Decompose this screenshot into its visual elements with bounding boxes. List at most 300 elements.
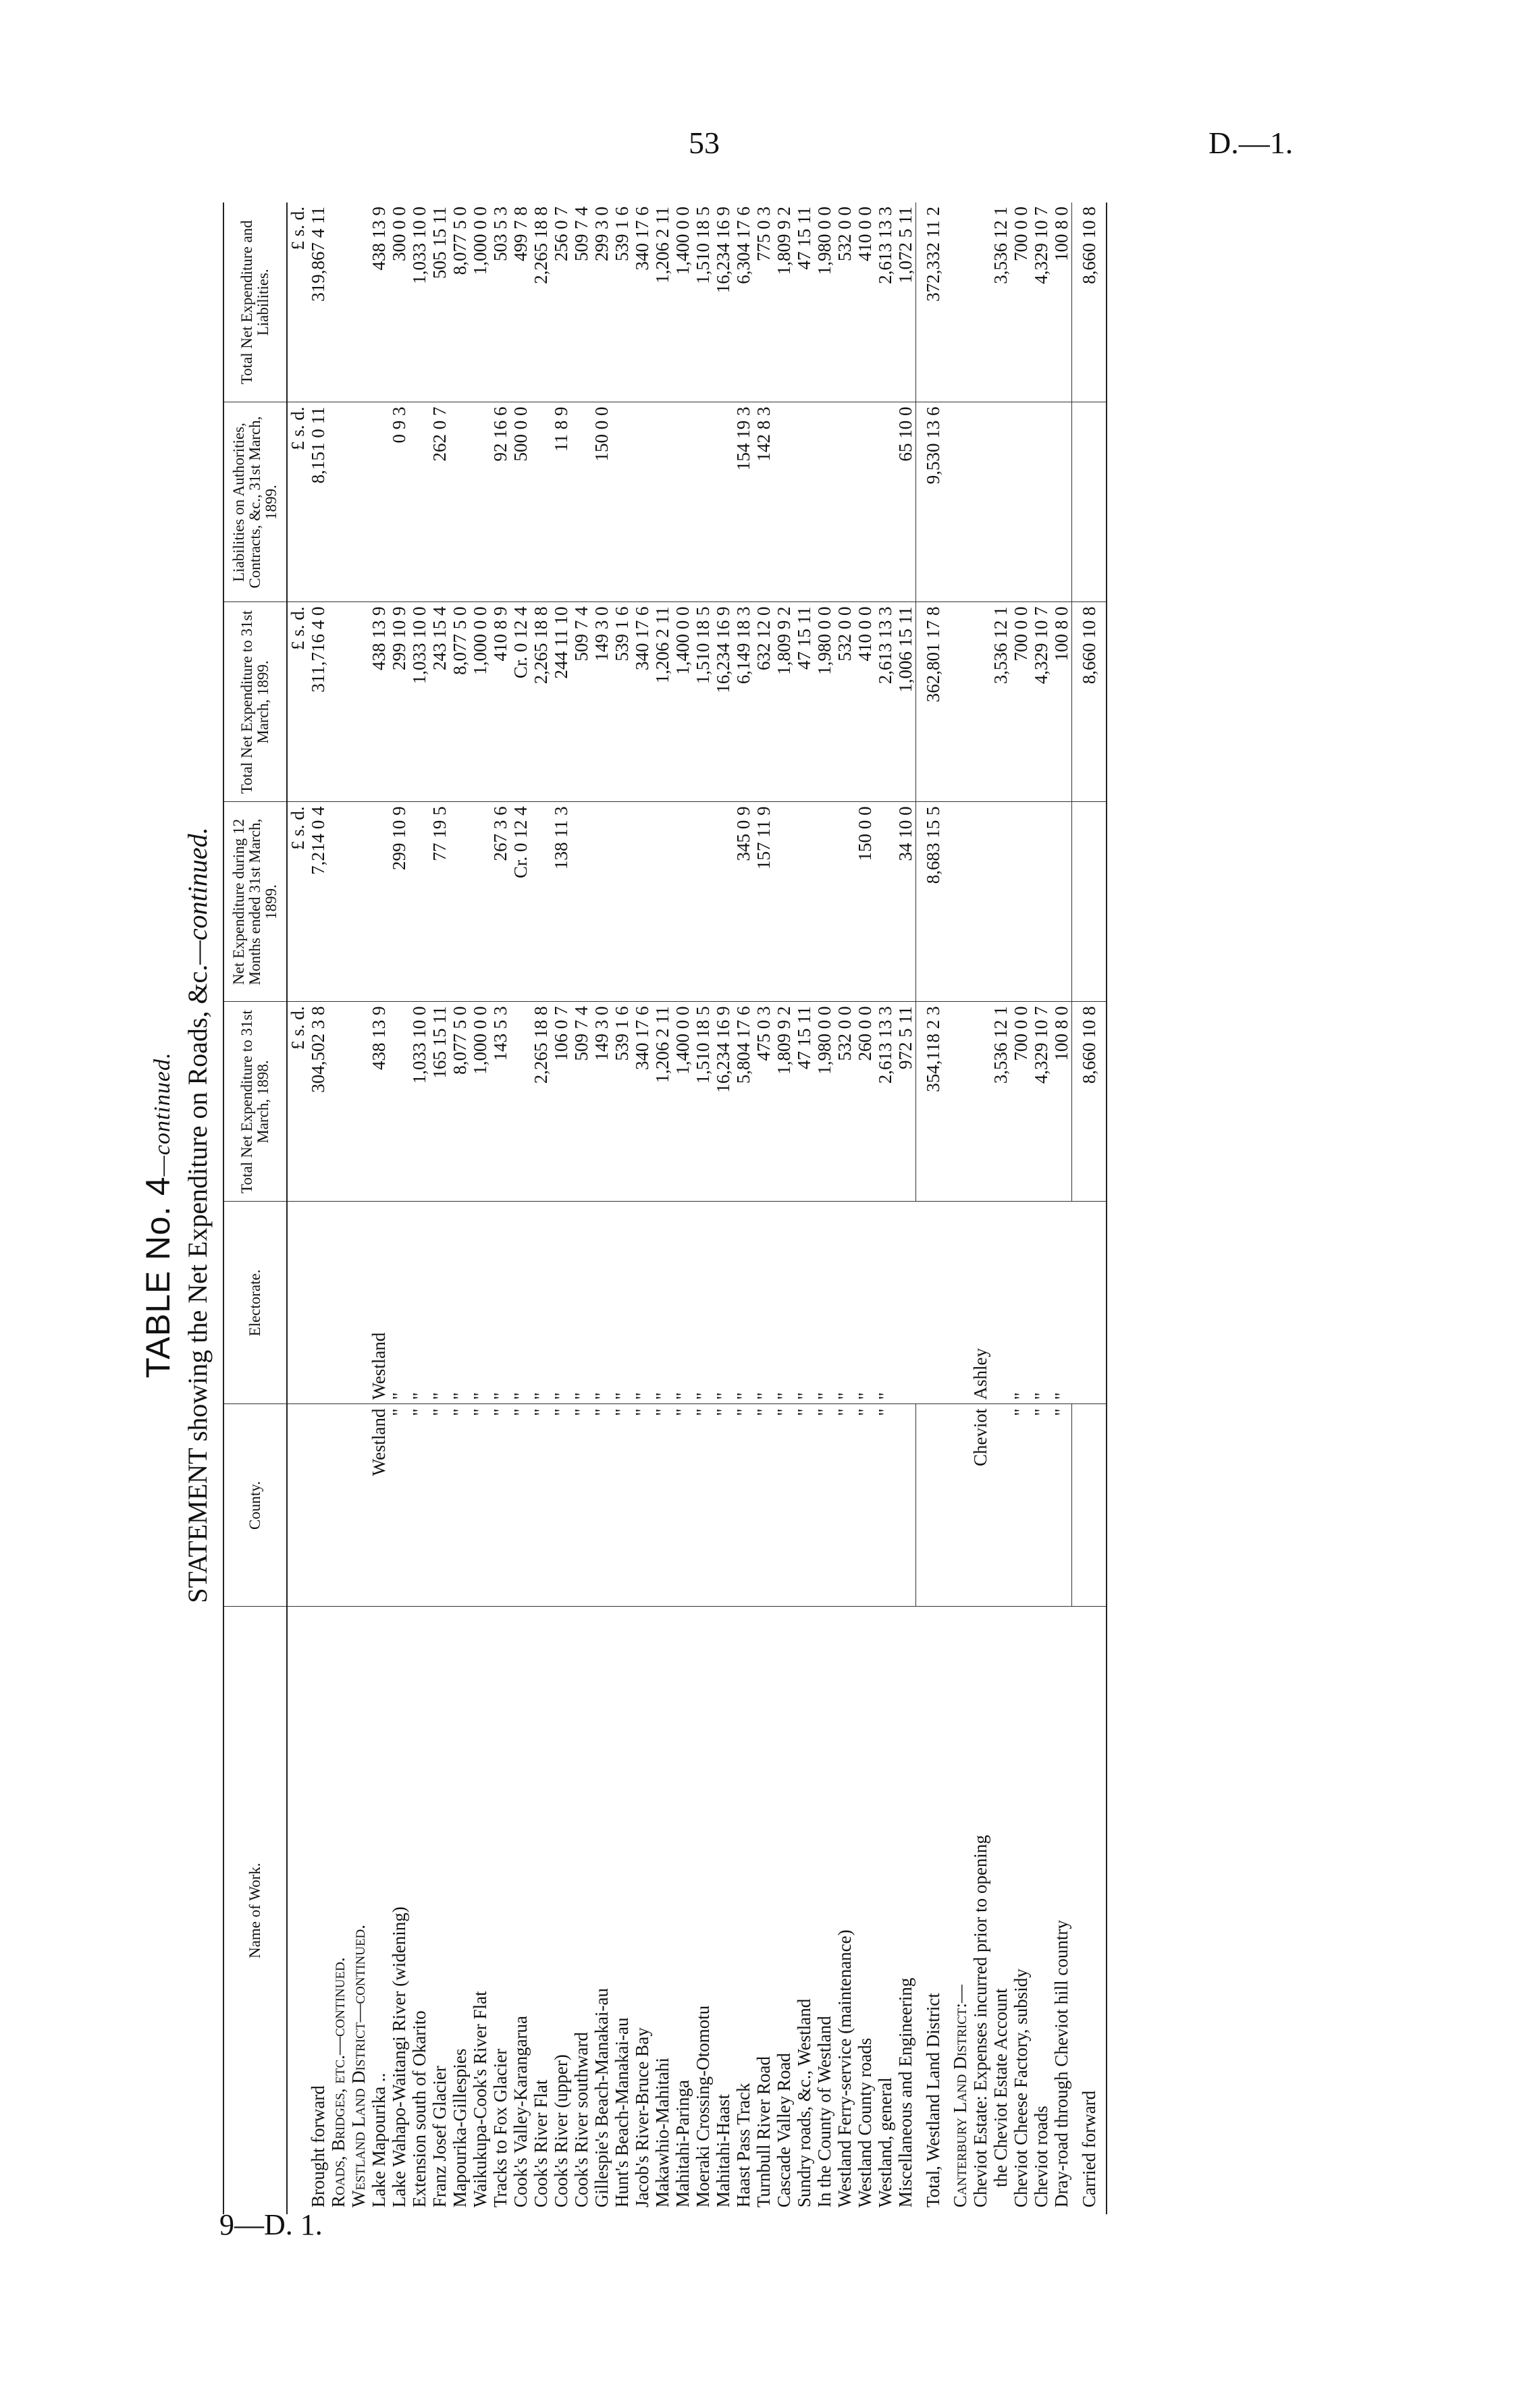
cell-c5: 1,400 0 0: [672, 203, 693, 402]
cell-c1: 165 15 11: [429, 1002, 450, 1202]
cell-c2: [1072, 802, 1107, 1002]
cell-county: ": [834, 1404, 855, 1607]
table-row: [470, 203, 490, 2214]
cell-name: Canterbury Land District:—: [950, 1984, 970, 2208]
cell-c1: 1,809 9 2: [774, 1002, 794, 1202]
cell-name: In the County of Westland: [814, 2016, 834, 2208]
cell-c3: 244 11 10: [551, 602, 571, 802]
cell-c4: 9,530 13 6: [916, 402, 951, 602]
cell-c4: 154 19 3: [733, 402, 753, 602]
cell-county: ": [753, 1404, 774, 1607]
table-row: [429, 203, 450, 2214]
cell-electorate: ": [814, 1202, 834, 1404]
cell-c1: [328, 1002, 348, 1202]
cell-c2: 157 11 9: [753, 802, 774, 1002]
table-row: [369, 203, 389, 2214]
cell-electorate: ": [774, 1202, 794, 1404]
cell-electorate: [328, 1202, 348, 1404]
cell-c4: [774, 402, 794, 602]
cell-county: ": [450, 1404, 470, 1607]
cell-name: Roads, Bridges, etc.—continued.: [328, 1957, 348, 2208]
cell-c1: 1,206 2 11: [652, 1002, 672, 1202]
table-row: [612, 203, 632, 2214]
table-row: [328, 203, 348, 2214]
cell-c4: [328, 402, 348, 602]
cell-c2: [348, 802, 369, 1002]
cell-c4: [450, 402, 470, 602]
cell-name: Tracks to Fox Glacier: [490, 2048, 510, 2208]
header-name: Name of Work.: [223, 1607, 287, 2214]
cell-electorate: ": [652, 1202, 672, 1404]
table-row: [916, 203, 951, 2214]
cell-c5: 4,329 10 7: [1031, 203, 1051, 402]
cell-c5: 1,206 2 11: [652, 203, 672, 402]
cell-county: [348, 1404, 369, 1607]
cell-electorate: ": [1031, 1202, 1051, 1404]
cell-c3: 1,206 2 11: [652, 602, 672, 802]
cell-county: ": [389, 1404, 409, 1607]
table-row: [693, 203, 713, 2214]
cell-c2: [591, 802, 612, 1002]
cell-c3: 362,801 17 8: [916, 602, 951, 802]
cell-c4: [571, 402, 591, 602]
table-row: [875, 203, 895, 2214]
table-row: [855, 203, 875, 2214]
cell-c5: 1,072 5 11: [895, 203, 916, 402]
cell-county: ": [1011, 1404, 1031, 1607]
table-row: [348, 203, 369, 2214]
cell-c2: 34 10 0: [895, 802, 916, 1002]
cell-county: ": [551, 1404, 571, 1607]
cell-electorate: [950, 1202, 970, 1404]
table-row: [794, 203, 814, 2214]
table-row: [450, 203, 470, 2214]
table-title-suffix: —continued.: [150, 1052, 175, 1177]
cell-c3: 243 15 4: [429, 602, 450, 802]
cell-c1: 509 7 4: [571, 1002, 591, 1202]
header-c3: Total Net Expenditure to 31st March, 1899.: [223, 602, 287, 802]
cell-name: Mahitahi-Paringa: [672, 2080, 693, 2208]
table-row: [814, 203, 834, 2214]
cell-c5: 505 15 11: [429, 203, 450, 402]
cell-c4: [814, 402, 834, 602]
cell-c1: [389, 1002, 409, 1202]
cell-name: Cook's River southward: [571, 2032, 591, 2208]
cell-c2: Cr. 0 12 4: [510, 802, 531, 1002]
cell-county: [990, 1404, 1011, 1607]
cell-county: ": [429, 1404, 450, 1607]
cell-c5: 1,510 18 5: [693, 203, 713, 402]
cell-c1: [510, 1002, 531, 1202]
page-number: 53: [689, 126, 720, 160]
cell-c4: [1051, 402, 1072, 602]
header-county: County.: [223, 1404, 287, 1607]
cell-c2: [713, 802, 733, 1002]
unit-c3: £ s. d.: [287, 602, 308, 802]
cell-c1: 143 5 3: [490, 1002, 510, 1202]
cell-name: Miscellaneous and Engineering: [895, 1977, 915, 2208]
cell-c2: [1011, 802, 1031, 1002]
cell-electorate: ": [429, 1202, 450, 1404]
cell-county: ": [814, 1404, 834, 1607]
cell-c3: 1,980 0 0: [814, 602, 834, 802]
cell-electorate: ": [510, 1202, 531, 1404]
table-row: [490, 203, 510, 2214]
cell-name: Franz Josef Glacier: [429, 2066, 450, 2208]
cell-county: ": [490, 1404, 510, 1607]
cell-c5: 299 3 0: [591, 203, 612, 402]
table-body: [287, 203, 1107, 2214]
table-row: [308, 203, 328, 2214]
cell-c5: 8,660 10 8: [1072, 203, 1107, 402]
cell-name: Lake Mapourika ..: [369, 2072, 389, 2208]
cell-c5: 340 17 6: [632, 203, 652, 402]
cell-electorate: ": [713, 1202, 733, 1404]
cell-c3: 700 0 0: [1011, 602, 1031, 802]
cell-c1: 100 8 0: [1051, 1002, 1072, 1202]
cell-c2: [875, 802, 895, 1002]
cell-electorate: ": [409, 1202, 429, 1404]
table-row: [409, 203, 429, 2214]
cell-c2: [450, 802, 470, 1002]
cell-c5: 3,536 12 1: [990, 203, 1011, 402]
cell-c4: 8,151 0 11: [308, 402, 328, 602]
cell-electorate: Ashley: [970, 1202, 990, 1404]
table-row: [591, 203, 612, 2214]
cell-name: Total, Westland Land District: [922, 1993, 943, 2208]
cell-county: ": [875, 1404, 895, 1607]
rotated-table-frame: [138, 203, 1286, 2228]
table-row: [389, 203, 409, 2214]
cell-electorate: ": [672, 1202, 693, 1404]
cell-c4: [348, 402, 369, 602]
cell-c4: 65 10 0: [895, 402, 916, 602]
cell-c1: 1,510 18 5: [693, 1002, 713, 1202]
table-title-main: TABLE No. 4: [139, 1176, 177, 1379]
cell-c4: [409, 402, 429, 602]
cell-electorate: ": [571, 1202, 591, 1404]
cell-c4: [1011, 402, 1031, 602]
cell-electorate: Westland: [369, 1202, 389, 1404]
cell-c1: [348, 1002, 369, 1202]
cell-c3: 100 8 0: [1051, 602, 1072, 802]
cell-c5: 509 7 4: [571, 203, 591, 402]
cell-county: ": [409, 1404, 429, 1607]
cell-c2: [834, 802, 855, 1002]
table-row: [571, 203, 591, 2214]
table-row: [1051, 203, 1072, 2214]
cell-c2: [531, 802, 551, 1002]
cell-c1: 1,000 0 0: [470, 1002, 490, 1202]
cell-name: Sundry roads, &c., Westland: [794, 1998, 814, 2208]
cell-c3: 509 7 4: [571, 602, 591, 802]
cell-c2: [369, 802, 389, 1002]
cell-c5: 2,613 13 3: [875, 203, 895, 402]
table-row: [531, 203, 551, 2214]
cell-county: ": [1031, 1404, 1051, 1607]
cell-c3: Cr. 0 12 4: [510, 602, 531, 802]
cell-c3: 1,510 18 5: [693, 602, 713, 802]
table-row: [510, 203, 531, 2214]
cell-c1: 438 13 9: [369, 1002, 389, 1202]
cell-county: ": [632, 1404, 652, 1607]
cell-c4: [855, 402, 875, 602]
cell-c2: [814, 802, 834, 1002]
cell-name: the Cheviot Estate Account: [990, 1988, 1011, 2187]
cell-c3: 2,613 13 3: [875, 602, 895, 802]
cell-c4: 500 0 0: [510, 402, 531, 602]
cell-c4: 150 0 0: [591, 402, 612, 602]
cell-electorate: [308, 1202, 328, 1404]
cell-c1: 700 0 0: [1011, 1002, 1031, 1202]
cell-c1: 5,804 17 6: [733, 1002, 753, 1202]
cell-c5: 410 0 0: [855, 203, 875, 402]
cell-c3: 16,234 16 9: [713, 602, 733, 802]
table-row: [774, 203, 794, 2214]
table-subtitle-main: STATEMENT showing the Net Expenditure on Roads, &c.: [182, 964, 213, 1603]
cell-c4: 92 16 6: [490, 402, 510, 602]
cell-name: Gillespie's Beach-Manakai-au: [591, 1988, 612, 2208]
cell-county: ": [652, 1404, 672, 1607]
cell-electorate: ": [551, 1202, 571, 1404]
cell-c4: [713, 402, 733, 602]
cell-c5: 319,867 4 11: [308, 203, 328, 402]
cell-name: Mahitahi-Haast: [713, 2094, 733, 2208]
table-row: [1011, 203, 1031, 2214]
cell-c4: [875, 402, 895, 602]
cell-county: ": [855, 1404, 875, 1607]
expenditure-table: [223, 203, 1107, 2214]
cell-electorate: [1072, 1202, 1107, 1404]
cell-county: ": [470, 1404, 490, 1607]
title-block: [138, 203, 219, 2228]
cell-c4: [834, 402, 855, 602]
cell-name: Westland Ferry-service (maintenance): [834, 1929, 855, 2208]
cell-c5: 256 0 7: [551, 203, 571, 402]
cell-c2: [1051, 802, 1072, 1002]
header-c4: Liabilities on Authorities, Contracts, &c., 31st March, 1899.: [223, 402, 287, 602]
cell-c5: 532 0 0: [834, 203, 855, 402]
cell-electorate: [895, 1202, 916, 1404]
cell-c2: [672, 802, 693, 1002]
cell-name: Jacob's River-Bruce Bay: [632, 2027, 652, 2208]
cell-c1: 539 1 6: [612, 1002, 632, 1202]
cell-electorate: [990, 1202, 1011, 1404]
cell-name: Cheviot Cheese Factory, subsidy: [1011, 1969, 1031, 2208]
cell-c1: 1,033 10 0: [409, 1002, 429, 1202]
cell-c2: [950, 802, 970, 1002]
cell-c2: 150 0 0: [855, 802, 875, 1002]
cell-c5: 539 1 6: [612, 203, 632, 402]
table-row: [551, 203, 571, 2214]
table-row: [632, 203, 652, 2214]
header-c1: Total Net Expenditure to 31st March, 1898.: [223, 1002, 287, 1202]
cell-electorate: [348, 1202, 369, 1404]
cell-county: Cheviot: [970, 1404, 990, 1607]
cell-electorate: ": [591, 1202, 612, 1404]
cell-name: Westland County roads: [855, 2037, 875, 2208]
cell-county: [1072, 1404, 1107, 1607]
header-c5: Total Net Expenditure and Liabilities.: [223, 203, 287, 402]
cell-c1: 2,265 18 8: [531, 1002, 551, 1202]
cell-name: Turnbull River Road: [753, 2056, 774, 2208]
cell-electorate: ": [834, 1202, 855, 1404]
cell-c1: 260 0 0: [855, 1002, 875, 1202]
cell-c3: 299 10 9: [389, 602, 409, 802]
cell-name: Cook's River Flat: [531, 2079, 551, 2208]
table-subtitle: [182, 203, 213, 2228]
cell-county: ": [693, 1404, 713, 1607]
cell-c2: [970, 802, 990, 1002]
table-row: [1072, 203, 1107, 2214]
cell-name: Cascade Valley Road: [774, 2053, 794, 2208]
cell-c4: [531, 402, 551, 602]
cell-county: [328, 1404, 348, 1607]
cell-c1: 3,536 12 1: [990, 1002, 1011, 1202]
cell-c5: 1,809 9 2: [774, 203, 794, 402]
cell-c4: [652, 402, 672, 602]
table-row: [753, 203, 774, 2214]
cell-c1: 16,234 16 9: [713, 1002, 733, 1202]
cell-c1: 475 0 3: [753, 1002, 774, 1202]
cell-electorate: ": [470, 1202, 490, 1404]
table-row: [970, 203, 990, 2214]
cell-c5: 1,000 0 0: [470, 203, 490, 402]
cell-county: ": [713, 1404, 733, 1607]
cell-name: Cheviot Estate: Expenses incurred prior to opening: [970, 1835, 990, 2208]
cell-c3: 8,660 10 8: [1072, 602, 1107, 802]
cell-c4: [794, 402, 814, 602]
cell-name: Makawhio-Mahitahi: [652, 2058, 672, 2208]
cell-county: ": [531, 1404, 551, 1607]
cell-c3: 632 12 0: [753, 602, 774, 802]
cell-c4: [612, 402, 632, 602]
cell-c3: 340 17 6: [632, 602, 652, 802]
cell-electorate: ": [612, 1202, 632, 1404]
cell-c2: [774, 802, 794, 1002]
cell-c3: [950, 602, 970, 802]
cell-c5: 775 0 3: [753, 203, 774, 402]
table-title: [138, 203, 178, 2228]
cell-c4: [470, 402, 490, 602]
cell-c1: 304,502 3 8: [308, 1002, 328, 1202]
cell-electorate: ": [490, 1202, 510, 1404]
cell-c5: 6,304 17 6: [733, 203, 753, 402]
cell-name: Hunt's Beach-Manakai-au: [612, 2017, 632, 2208]
cell-electorate: [916, 1202, 951, 1404]
cell-name: Waikukupa-Cook's River Flat: [470, 1991, 490, 2208]
cell-c5: 47 15 11: [794, 203, 814, 402]
table-row: [834, 203, 855, 2214]
cell-name: Moeraki Crossing-Otomotu: [693, 2005, 713, 2208]
cell-name: Lake Wahapo-Waitangi River (widening): [389, 1906, 409, 2208]
cell-c4: [1072, 402, 1107, 602]
cell-c2: 345 0 9: [733, 802, 753, 1002]
document-reference: D.—1.: [1208, 126, 1294, 160]
table-row: [713, 203, 733, 2214]
cell-c1: 1,980 0 0: [814, 1002, 834, 1202]
table-row: [990, 203, 1011, 2214]
unit-c1: £ s. d.: [287, 1002, 308, 1202]
cell-c5: [328, 203, 348, 402]
cell-name: Dray-road through Cheviot hill country: [1051, 1920, 1071, 2208]
cell-c2: 77 19 5: [429, 802, 450, 1002]
cell-c4: [990, 402, 1011, 602]
cell-c1: 354,118 2 3: [916, 1002, 951, 1202]
cell-c5: 2,265 18 8: [531, 203, 551, 402]
cell-c1: 532 0 0: [834, 1002, 855, 1202]
unit-c4: £ s. d.: [287, 402, 308, 602]
cell-electorate: ": [1011, 1202, 1031, 1404]
cell-name: Cook's Valley-Karangarua: [510, 2015, 531, 2208]
cell-county: ": [612, 1404, 632, 1607]
cell-c4: [950, 402, 970, 602]
table-row: [1031, 203, 1051, 2214]
cell-c4: [970, 402, 990, 602]
cell-c3: 539 1 6: [612, 602, 632, 802]
cell-c3: 6,149 18 3: [733, 602, 753, 802]
cell-c2: [652, 802, 672, 1002]
cell-c3: 3,536 12 1: [990, 602, 1011, 802]
unit-c5: £ s. d.: [287, 203, 308, 402]
cell-name: Extension south of Okarito: [409, 2010, 429, 2208]
cell-electorate: ": [1051, 1202, 1072, 1404]
cell-c2: [612, 802, 632, 1002]
cell-c2: [990, 802, 1011, 1002]
cell-c5: 700 0 0: [1011, 203, 1031, 402]
cell-c3: 4,329 10 7: [1031, 602, 1051, 802]
cell-c1: 47 15 11: [794, 1002, 814, 1202]
cell-c4: 11 8 9: [551, 402, 571, 602]
cell-c5: [348, 203, 369, 402]
cell-county: ": [794, 1404, 814, 1607]
cell-c4: 142 8 3: [753, 402, 774, 602]
table-row: [895, 203, 916, 2214]
cell-c5: 300 0 0: [389, 203, 409, 402]
cell-c3: 1,400 0 0: [672, 602, 693, 802]
cell-c3: 410 0 0: [855, 602, 875, 802]
cell-county: ": [591, 1404, 612, 1607]
cell-c3: [970, 602, 990, 802]
cell-c4: [693, 402, 713, 602]
cell-electorate: ": [389, 1202, 409, 1404]
cell-c1: [950, 1002, 970, 1202]
unit-c2: £ s. d.: [287, 802, 308, 1002]
cell-c3: 149 3 0: [591, 602, 612, 802]
cell-c5: [970, 203, 990, 402]
cell-electorate: ": [733, 1202, 753, 1404]
cell-c4: [1031, 402, 1051, 602]
signature-mark: 9—D. 1.: [219, 2208, 323, 2241]
units-row: [287, 203, 308, 2214]
cell-electorate: ": [855, 1202, 875, 1404]
cell-c3: 1,006 15 11: [895, 602, 916, 802]
cell-name: Brought forward: [308, 2085, 328, 2208]
cell-c3: 1,809 9 2: [774, 602, 794, 802]
cell-name: Haast Pass Track: [733, 2083, 753, 2208]
cell-electorate: ": [531, 1202, 551, 1404]
cell-c5: 372,332 11 2: [916, 203, 951, 402]
cell-c2: 138 11 3: [551, 802, 571, 1002]
cell-c3: [328, 602, 348, 802]
cell-c1: 149 3 0: [591, 1002, 612, 1202]
cell-c2: [571, 802, 591, 1002]
cell-electorate: ": [632, 1202, 652, 1404]
cell-county: ": [733, 1404, 753, 1607]
cell-c1: 972 5 11: [895, 1002, 916, 1202]
header-c2: Net Expenditure during 12 Months ended 31st March, 1899.: [223, 802, 287, 1002]
cell-c4: 262 0 7: [429, 402, 450, 602]
